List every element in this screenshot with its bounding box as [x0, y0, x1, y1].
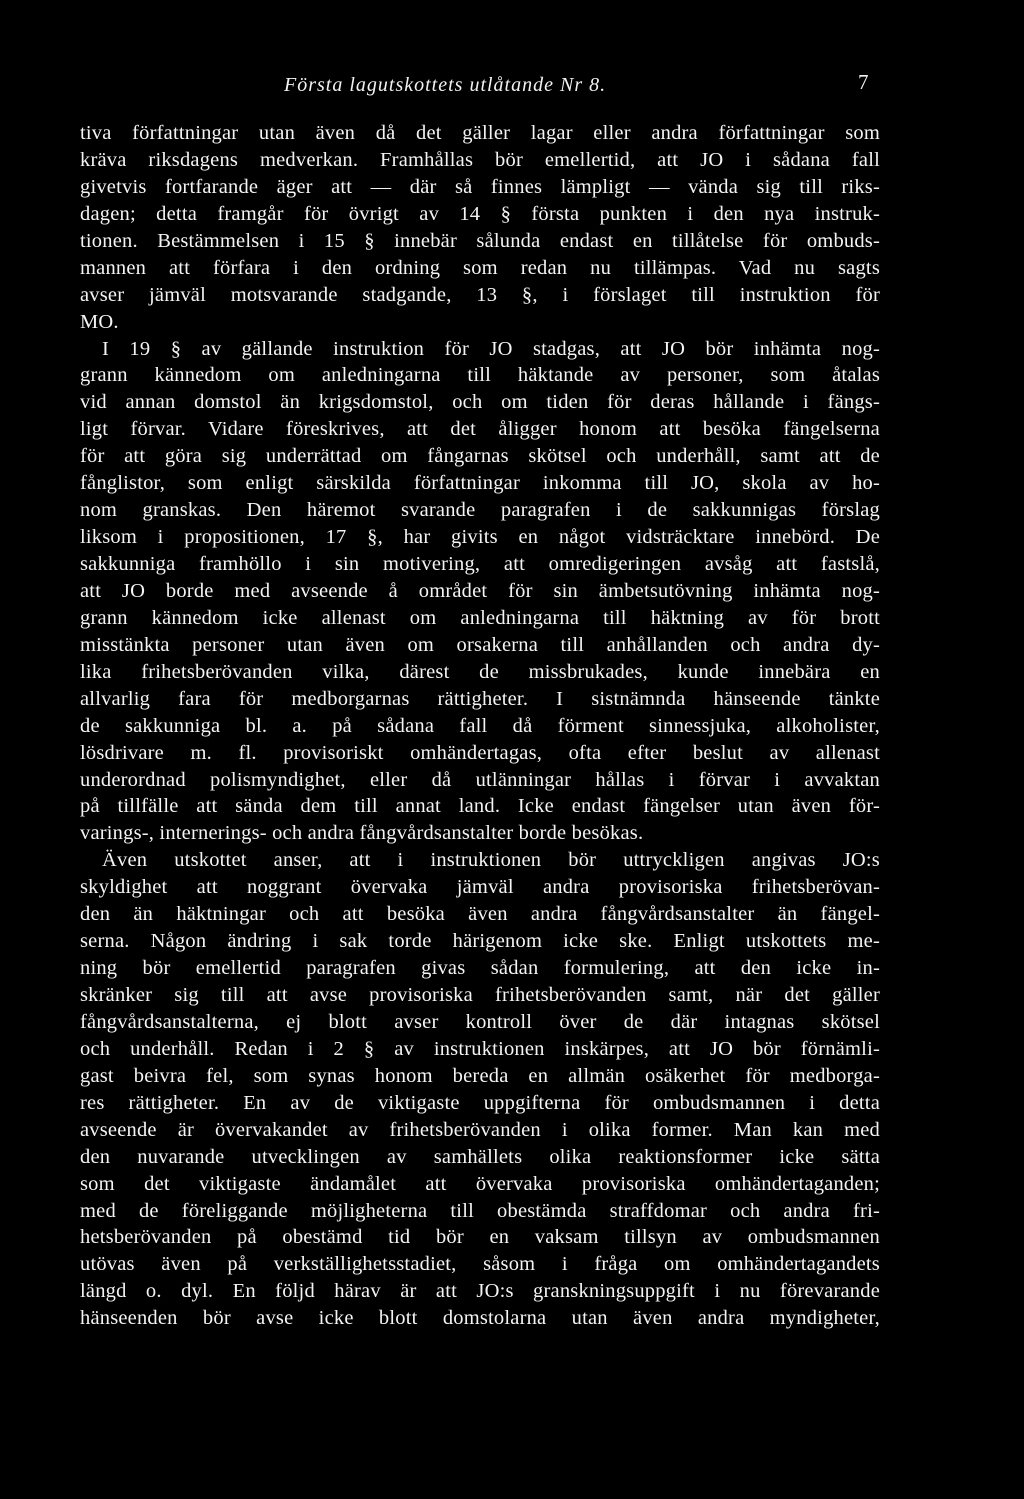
text-line: Även utskottet anser, att i instruktionen bör uttryckligen angivas JO:s — [102, 849, 880, 872]
text-line: hänseenden bör avse icke blott domstolarna utan även andra myndigheter, — [80, 1307, 880, 1330]
text-line: nom granskas. Den häremot svarande paragrafen i de sakkunnigas förslag — [80, 499, 880, 522]
text-line: längd o. dyl. En följd härav är att JO:s granskningsuppgift i nu förevarande — [80, 1280, 880, 1303]
text-line: för att göra sig underrättad om fångarnas skötsel och underhåll, samt att de — [80, 445, 880, 468]
text-line: MO. — [80, 310, 119, 333]
running-title: Första lagutskottets utlåtande Nr 8. — [284, 74, 607, 96]
text-line: vid annan domstol än krigsdomstol, och om tiden för deras hållande i fängs- — [80, 391, 880, 414]
text-line: grann kännedom om anledningarna till häktande av personer, som åtalas — [80, 364, 880, 387]
text-line: I 19 § av gällande instruktion för JO stadgas, att JO bör inhämta nog- — [102, 337, 880, 360]
text-line: på tillfälle att sända dem till annat land. Icke endast fängelser utan även för- — [80, 795, 880, 818]
text-line: givetvis fortfarande äger att — där så finnes lämpligt — vända sig till riks- — [80, 175, 880, 198]
text-line: sakkunniga framhöllo i sin motivering, att omredigeringen avsåg att fastslå, — [80, 553, 880, 575]
text-line: tionen. Bestämmelsen i 15 § innebär sålunda endast en tillåtelse för ombuds- — [80, 229, 880, 252]
text-line: att JO borde med avseende å området för sin ämbetsutövning inhämta nog- — [80, 579, 880, 602]
text-line: utövas även på verkställighetsstadiet, såsom i fråga om omhändertagandets — [80, 1253, 880, 1276]
text-line: skyldighet att noggrant övervaka jämväl andra provisoriska frihetsberövan- — [80, 876, 880, 899]
text-line: ning bör emellertid paragrafen givas sådan formulering, att den icke in- — [80, 957, 880, 980]
text-line: avseende är övervakandet av frihetsberövanden i olika former. Man kan med — [80, 1118, 880, 1141]
body-text — [80, 120, 880, 1332]
text-line: liksom i propositionen, 17 §, har givits en något vidsträcktare innebörd. De — [80, 526, 880, 549]
text-line: allvarlig fara för medborgarnas rättigheter. I sistnämnda hänseende tänkte — [80, 687, 880, 710]
text-line: hetsberövanden på obestämd tid bör en vaksam tillsyn av ombudsmannen — [80, 1226, 880, 1249]
text-line: skränker sig till att avse provisoriska frihetsberövanden samt, när det gäller — [80, 984, 880, 1006]
text-line: som det viktigaste ändamålet att övervaka provisoriska omhändertaganden; — [80, 1172, 880, 1195]
text-line: avser jämväl motsvarande stadgande, 13 §, i förslaget till instruktion för — [80, 283, 880, 306]
text-line: fångvårdsanstalterna, ej blott avser kontroll över de där intagnas skötsel — [80, 1010, 880, 1033]
text-line: de sakkunniga bl. a. på sådana fall då förment sinnessjuka, alkoholister, — [80, 714, 880, 737]
text-line: grann kännedom icke allenast om anledningarna till häktning av för brott — [80, 606, 880, 629]
text-line: gast beivra fel, som synas honom bereda en allmän osäkerhet för medborga- — [80, 1064, 880, 1087]
text-line: tiva författningar utan även då det gäller lagar eller andra författningar som — [80, 122, 880, 144]
text-line: med de föreliggande möjligheterna till obestämda straffdomar och andra fri- — [80, 1199, 880, 1222]
page-number: 7 — [858, 70, 869, 94]
text-line: den nuvarande utvecklingen av samhällets olika reaktionsformer icke sätta — [80, 1145, 880, 1168]
text-line: och underhåll. Redan i 2 § av instruktionen inskärpes, att JO bör förnämli- — [80, 1037, 880, 1060]
text-line: kräva riksdagens medverkan. Framhållas bör emellertid, att JO i sådana fall — [80, 148, 880, 171]
text-line: varings-, internerings- och andra fångvårdsanstalter borde besökas. — [80, 822, 644, 845]
text-line: res rättigheter. En av de viktigaste uppgifterna för ombudsmannen i detta — [80, 1091, 880, 1114]
text-line: den än häktningar och att besöka även andra fångvårdsanstalter än fängel- — [80, 903, 880, 926]
text-line: serna. Någon ändring i sak torde härigenom icke ske. Enligt utskottets me- — [80, 930, 880, 953]
text-line: fånglistor, som enligt särskilda författningar inkomma till JO, skola av ho- — [80, 472, 880, 495]
text-line: ligt förvar. Vidare föreskrives, att det åligger honom att besöka fängelserna — [80, 418, 880, 441]
text-line: lösdrivare m. fl. provisoriskt omhändertagas, ofta efter beslut av allenast — [80, 741, 880, 764]
text-line: dagen; detta framgår för övrigt av 14 § första punkten i den nya instruk- — [80, 202, 880, 225]
text-line: underordnad polismyndighet, eller då utlänningar hållas i förvar i avvaktan — [80, 768, 880, 791]
text-line: misstänkta personer utan även om orsakerna till anhållanden och andra dy- — [80, 633, 880, 656]
text-line: lika frihetsberövanden vilka, därest de missbrukades, kunde innebära en — [80, 660, 880, 683]
text-line: mannen att förfara i den ordning som redan nu tillämpas. Vad nu sagts — [80, 256, 880, 279]
